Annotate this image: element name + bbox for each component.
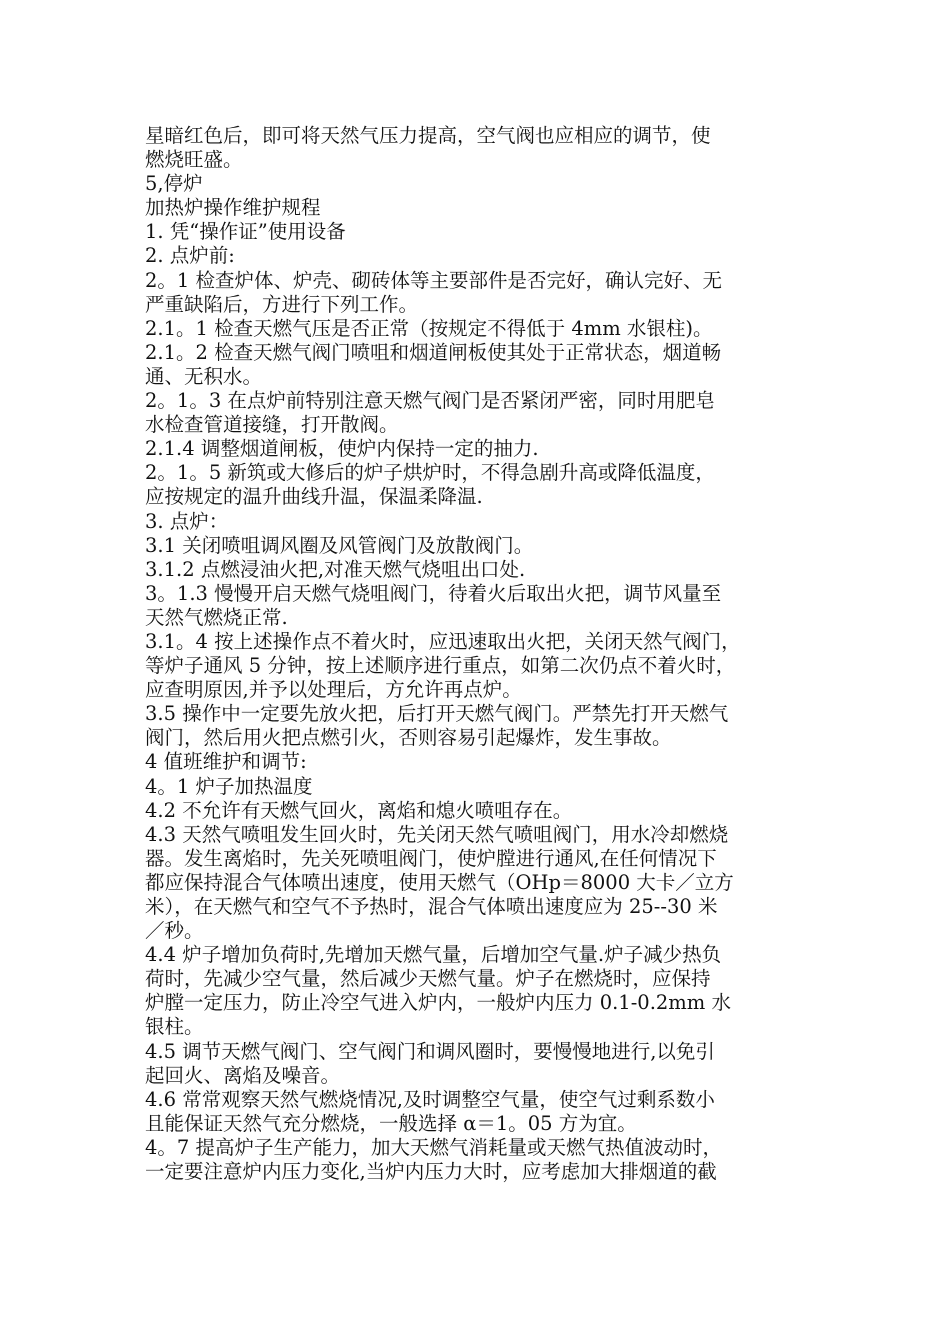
text-line: 米），在天燃气和空气不予热时，混合气体喷出速度应为 25--30 米 bbox=[145, 895, 718, 918]
text-line: 水检查管道接缝，打开散阀。 bbox=[145, 413, 399, 437]
text-line: 3。1.3 慢慢开启天燃气烧咀阀门，待着火后取出火把，调节风量至 bbox=[145, 581, 722, 605]
text-line: 3. 点炉： bbox=[145, 509, 229, 533]
text-line: 4 值班维护和调节: bbox=[145, 750, 307, 774]
text-line: 3.5 操作中一定要先放火把，后打开天燃气阀门。严禁先打开天燃气 bbox=[145, 702, 729, 726]
text-line: 4.6 常常观察天然气燃烧情况,及时调整空气量，使空气过剩系数小 bbox=[145, 1087, 715, 1111]
text-line: 一定要注意炉内压力变化,当炉内压力大时，应考虑加大排烟道的截 bbox=[145, 1160, 717, 1184]
text-line: 燃烧旺盛。 bbox=[145, 148, 243, 172]
text-line: 3.1.2 点燃浸油火把,对准天燃气烧咀出口处. bbox=[145, 557, 526, 581]
text-line: 4.4 炉子增加负荷时,先增加天燃气量，后增加空气量.炉子减少热负 bbox=[145, 943, 722, 967]
text-line: 都应保持混合气体喷出速度，使用天燃气（OHp＝8000 大卡／立方 bbox=[145, 870, 734, 894]
text-line: 2. 点炉前: bbox=[145, 244, 235, 268]
document-body bbox=[145, 124, 815, 1184]
text-line: 严重缺陷后，方进行下列工作。 bbox=[145, 292, 419, 316]
text-line: 阀门，然后用火把点燃引火，否则容易引起爆炸，发生事故。 bbox=[145, 726, 672, 750]
text-line: 2。1。5 新筑或大修后的炉子烘炉时，不得急剧升高或降低温度， bbox=[145, 461, 715, 485]
text-line: 且能保证天然气充分燃烧，一般选择 α＝1。05 方为宜。 bbox=[145, 1111, 637, 1135]
text-line: 通、无积水。 bbox=[145, 364, 263, 388]
text-line: 1. 凭“操作证”使用设备 bbox=[145, 220, 346, 244]
text-line: 炉膛一定压力，防止冷空气进入炉内，一般炉内压力 0.1-0.2mm 水 bbox=[145, 991, 731, 1015]
text-line: 2.1。1 检查天燃气压是否正常（按规定不得低于 4mm 水银柱)。 bbox=[145, 316, 713, 340]
text-line: 4。1 炉子加热温度 bbox=[145, 774, 313, 798]
text-line: 应查明原因,并予以处理后，方允许再点炉。 bbox=[145, 678, 522, 702]
text-line: 4。7 提高炉子生产能力，加大天燃气消耗量或天燃气热值波动时， bbox=[145, 1135, 723, 1159]
text-line: 银柱。 bbox=[145, 1015, 204, 1039]
text-line: 加热炉操作维护规程 bbox=[145, 196, 321, 220]
text-line: 2.1。2 检查天燃气阀门喷咀和烟道闸板使其处于正常状态，烟道畅 bbox=[145, 340, 722, 364]
text-line: 应按规定的温升曲线升温，保温柔降温. bbox=[145, 485, 483, 509]
text-line: 3.1 关闭喷咀调风圈及风管阀门及放散阀门。 bbox=[145, 533, 534, 557]
text-line: 器。发生离焰时，先关死喷咀阀门，使炉膛进行通风,在任何情况下 bbox=[145, 846, 717, 870]
text-line: 2.1.4 调整烟道闸板，使炉内保持一定的抽力. bbox=[145, 437, 539, 461]
text-line: 4.2 不允许有天燃气回火，离焰和熄火喷咀存在。 bbox=[145, 798, 573, 822]
text-line: 4.5 调节天燃气阀门、空气阀门和调风圈时，要慢慢地进行,以免引 bbox=[145, 1039, 715, 1063]
text-line: 起回火、离焰及噪音。 bbox=[145, 1063, 341, 1087]
text-line: 荷时，先减少空气量，然后减少天燃气量。炉子在燃烧时，应保持 bbox=[145, 967, 711, 991]
text-line: 天然气燃烧正常. bbox=[145, 605, 288, 629]
text-line: 星暗红色后，即可将天然气压力提高，空气阀也应相应的调节，使 bbox=[145, 124, 711, 147]
text-line: ／秒。 bbox=[145, 919, 204, 943]
text-line: 等炉子通风 5 分钟，按上述顺序进行重点，如第二次仍点不着火时， bbox=[145, 654, 736, 678]
text-line: 2。1。3 在点炉前特别注意天燃气阀门是否紧闭严密，同时用肥皂 bbox=[145, 389, 715, 413]
text-line: 4.3 天然气喷咀发生回火时，先关闭天然气喷咀阀门，用水冷却燃烧 bbox=[145, 822, 729, 846]
text-line: 5,停炉 bbox=[145, 172, 203, 196]
text-line: 3.1。4 按上述操作点不着火时，应迅速取出火把，关闭天然气阀门， bbox=[145, 629, 741, 653]
text-line: 2。1 检查炉体、炉壳、砌砖体等主要部件是否完好，确认完好、无 bbox=[145, 268, 723, 292]
